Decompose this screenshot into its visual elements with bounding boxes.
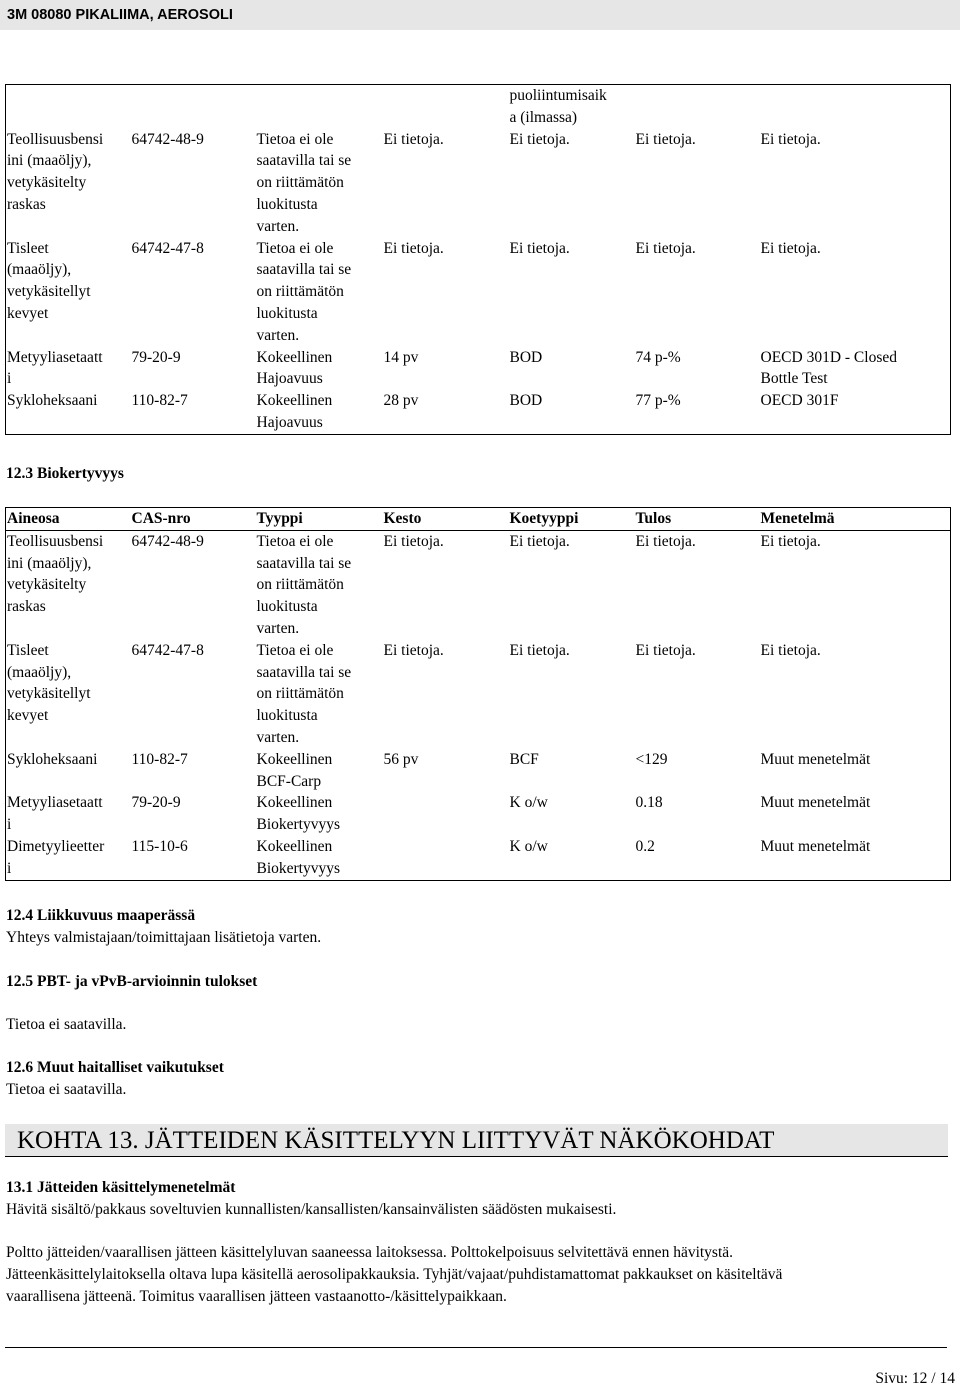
cell-line: Dimetyylieetter bbox=[7, 837, 105, 855]
section-12-5-text: Tietoa ei saatavilla. bbox=[6, 1016, 127, 1033]
duration bbox=[383, 792, 509, 836]
section-13-1-line-3: vaarallisena jätteenä. Toimitus vaarallisen jätteen vastaanotto-/käsittelypaikkaan. bbox=[6, 1288, 507, 1305]
cell-line: Sykloheksaani bbox=[7, 750, 98, 768]
cell-line: Tietoa ei ole bbox=[256, 130, 334, 148]
table-row bbox=[6, 390, 951, 434]
table-row bbox=[6, 347, 951, 391]
cell-line: luokitusta bbox=[256, 304, 318, 322]
cell-line: i bbox=[7, 859, 12, 877]
cell-line: Bottle Test bbox=[760, 370, 828, 388]
substance-name bbox=[6, 347, 131, 391]
cell-line: puoliintumisaik bbox=[509, 87, 607, 104]
cell-line: Tietoa ei ole bbox=[256, 239, 334, 257]
substance-name bbox=[6, 792, 131, 836]
test-kind: Ei tietoja. bbox=[509, 239, 570, 257]
test-kind: BOD bbox=[509, 392, 543, 410]
duration: Ei tietoja. bbox=[383, 130, 444, 148]
test-type bbox=[256, 640, 383, 749]
method bbox=[760, 390, 951, 434]
cell-line: on riittämätön bbox=[256, 576, 344, 594]
table-row bbox=[6, 792, 951, 836]
method: Muut menetelmät bbox=[760, 750, 871, 768]
column-header: Menetelmä bbox=[760, 508, 951, 531]
column-header: Koetyyppi bbox=[509, 508, 635, 531]
result: 74 p-% bbox=[635, 348, 681, 366]
cas-number: 79-20-9 bbox=[131, 794, 181, 812]
cell-line: Tisleet bbox=[7, 239, 49, 257]
test-kind: BCF bbox=[509, 750, 539, 768]
duration: Ei tietoja. bbox=[383, 641, 444, 659]
section-12-6-heading: 12.6 Muut haitalliset vaikutukset bbox=[6, 1059, 224, 1076]
duration: Ei tietoja. bbox=[383, 239, 444, 257]
cell-line: Sykloheksaani bbox=[7, 392, 98, 410]
column-header: CAS-nro bbox=[131, 508, 256, 531]
method: Ei tietoja. bbox=[760, 641, 821, 659]
section-12-6-text: Tietoa ei saatavilla. bbox=[6, 1081, 127, 1098]
duration: Ei tietoja. bbox=[383, 532, 444, 550]
test-kind: Ei tietoja. bbox=[509, 641, 570, 659]
cas-number: 110-82-7 bbox=[131, 750, 188, 768]
cell-line: Kokeellinen bbox=[256, 392, 333, 410]
section-12-3-heading: 12.3 Biokertyvyys bbox=[6, 465, 124, 482]
test-type bbox=[256, 347, 383, 391]
table-row bbox=[6, 129, 951, 238]
substance-name bbox=[6, 390, 131, 434]
cell-line: saatavilla tai se bbox=[256, 152, 352, 170]
column-header: Aineosa bbox=[6, 508, 131, 531]
cell-line: saatavilla tai se bbox=[256, 261, 352, 279]
result: <129 bbox=[635, 750, 668, 768]
method bbox=[760, 129, 951, 238]
bioaccumulation-table bbox=[5, 507, 951, 881]
result: Ei tietoja. bbox=[635, 641, 696, 659]
section-13-1-line-2: Jätteenkäsittelylaitoksella oltava lupa käsitellä aerosolipakkauksia. Tyhjät/vajaat/puhdistamattomat pakkaukset on käsiteltävä bbox=[6, 1266, 783, 1283]
result: Ei tietoja. bbox=[635, 532, 696, 550]
table-header-row bbox=[6, 508, 951, 531]
substance-name bbox=[6, 640, 131, 749]
test-kind: Ei tietoja. bbox=[509, 130, 570, 148]
cas-number: 110-82-7 bbox=[131, 392, 188, 410]
section-13-title: KOHTA 13. JÄTTEIDEN KÄSITTELYYN LIITTYVÄT NÄKÖKOHDAT bbox=[17, 1127, 775, 1154]
cell-line: on riittämätön bbox=[256, 685, 344, 703]
test-type bbox=[256, 390, 383, 434]
method: Muut menetelmät bbox=[760, 837, 871, 855]
cas-number: 64742-48-9 bbox=[131, 532, 204, 550]
column-header: Tyyppi bbox=[256, 508, 383, 531]
method bbox=[760, 238, 951, 347]
cas-number: 79-20-9 bbox=[131, 348, 181, 366]
cell-line: on riittämätön bbox=[256, 283, 344, 301]
cell-line: kevyet bbox=[7, 304, 49, 322]
substance-name bbox=[6, 238, 131, 347]
cell-line: varten. bbox=[256, 217, 300, 235]
result: Ei tietoja. bbox=[635, 130, 696, 148]
substance-name bbox=[6, 749, 131, 793]
cell-line: Biokertyvyys bbox=[256, 816, 341, 834]
duration: 14 pv bbox=[383, 348, 419, 366]
table-row bbox=[6, 238, 951, 347]
cell-line: luokitusta bbox=[256, 707, 318, 725]
empty-cell bbox=[6, 85, 131, 129]
test-kind: K o/w bbox=[509, 794, 548, 812]
cell-line: vetykäsitelty bbox=[7, 576, 87, 594]
cell-line: Kokeellinen bbox=[256, 837, 333, 855]
empty-cell bbox=[760, 85, 951, 129]
cell-line: vetykäsitellyt bbox=[7, 685, 91, 703]
cell-line: Tietoa ei ole bbox=[256, 532, 334, 550]
cell-line: luokitusta bbox=[256, 598, 318, 616]
degradation-table bbox=[5, 84, 951, 435]
table-row bbox=[6, 749, 951, 793]
cell-line: Hajoavuus bbox=[256, 370, 323, 388]
document-title: 3M 08080 PIKALIIMA, AEROSOLI bbox=[7, 7, 233, 23]
method: Ei tietoja. bbox=[760, 532, 821, 550]
table-row bbox=[6, 640, 951, 749]
duration: 28 pv bbox=[383, 392, 419, 410]
method: Muut menetelmät bbox=[760, 794, 871, 812]
substance-name bbox=[6, 129, 131, 238]
cell-line: OECD 301D - Closed bbox=[760, 348, 897, 366]
cell-line: Kokeellinen bbox=[256, 794, 333, 812]
result: 77 p-% bbox=[635, 392, 681, 410]
test-type bbox=[256, 530, 383, 639]
cell-line: Tisleet bbox=[7, 641, 49, 659]
empty-cell bbox=[635, 85, 760, 129]
cell-line: varten. bbox=[256, 728, 300, 746]
cell-line: ini (maaöljy), bbox=[7, 554, 92, 572]
column-header: Kesto bbox=[383, 508, 509, 531]
cell-line: Teollisuusbensi bbox=[7, 130, 104, 148]
cas-number: 64742-48-9 bbox=[131, 130, 204, 148]
section-12-4-heading: 12.4 Liikkuvuus maaperässä bbox=[6, 907, 196, 924]
column-header: Tulos bbox=[635, 508, 760, 531]
empty-cell bbox=[256, 85, 383, 129]
empty-cell bbox=[383, 85, 509, 129]
cell-line: kevyet bbox=[7, 707, 49, 725]
cas-number: 115-10-6 bbox=[131, 837, 188, 855]
cell-line: i bbox=[7, 370, 12, 388]
test-type bbox=[256, 749, 383, 793]
footer-rule bbox=[5, 1347, 947, 1348]
cell-line: Ei tietoja. bbox=[760, 239, 821, 257]
table-row bbox=[6, 85, 951, 129]
test-kind: K o/w bbox=[509, 837, 548, 855]
cell-line: BCF-Carp bbox=[256, 772, 322, 790]
substance-name bbox=[6, 836, 131, 880]
cell-line: (maaöljy), bbox=[7, 663, 72, 681]
cell-line: varten. bbox=[256, 326, 300, 344]
cell-line: Teollisuusbensi bbox=[7, 532, 104, 550]
cell-line: raskas bbox=[7, 195, 46, 213]
cell-line: ini (maaöljy), bbox=[7, 152, 92, 170]
section-13-1-line-1: Poltto jätteiden/vaarallisen jätteen käsittelyluvan saaneessa laitoksessa. Polttokelpoisuus selvitettävä ennen hävitystä. bbox=[6, 1244, 734, 1261]
result: 0.2 bbox=[635, 837, 655, 855]
section-12-4-text: Yhteys valmistajaan/toimittajaan lisätietoja varten. bbox=[6, 929, 322, 946]
empty-cell bbox=[131, 85, 256, 129]
cell-line: OECD 301F bbox=[760, 392, 839, 410]
cas-number: 64742-47-8 bbox=[131, 641, 204, 659]
table-row bbox=[6, 836, 951, 880]
section-13-1-heading: 13.1 Jätteiden käsittelymenetelmät bbox=[6, 1179, 236, 1196]
method bbox=[760, 347, 951, 391]
test-type bbox=[256, 238, 383, 347]
substance-name bbox=[6, 530, 131, 639]
section-12-5-heading: 12.5 PBT- ja vPvB-arvioinnin tulokset bbox=[6, 973, 258, 990]
result: 0.18 bbox=[635, 794, 663, 812]
cell-line: vetykäsitellyt bbox=[7, 283, 91, 301]
cell-line: Biokertyvyys bbox=[256, 859, 341, 877]
table-row bbox=[6, 530, 951, 639]
cell-line: vetykäsitelty bbox=[7, 174, 87, 192]
duration bbox=[383, 836, 509, 880]
cell-line: (maaöljy), bbox=[7, 261, 72, 279]
cell-line: Hajoavuus bbox=[256, 413, 323, 431]
test-kind: BOD bbox=[509, 348, 543, 366]
test-kind: Ei tietoja. bbox=[509, 532, 570, 550]
cell-line: Metyyliasetaatt bbox=[7, 794, 103, 812]
test-type bbox=[256, 129, 383, 238]
cell-line: i bbox=[7, 816, 12, 834]
cell-line: saatavilla tai se bbox=[256, 554, 352, 572]
cell-line: on riittämätön bbox=[256, 174, 344, 192]
cell-line: luokitusta bbox=[256, 195, 318, 213]
cell-line: varten. bbox=[256, 619, 300, 637]
cell-line: raskas bbox=[7, 598, 46, 616]
cell-line: saatavilla tai se bbox=[256, 663, 352, 681]
cell-line: Kokeellinen bbox=[256, 348, 333, 366]
section-13-1-text: Hävitä sisältö/pakkaus soveltuvien kunnallisten/kansallisten/kansainvälisten säädösten mukaisesti. bbox=[6, 1201, 617, 1218]
result: Ei tietoja. bbox=[635, 239, 696, 257]
duration: 56 pv bbox=[383, 750, 419, 768]
test-type bbox=[256, 836, 383, 880]
cell-line: a (ilmassa) bbox=[509, 108, 578, 126]
cell-line: Ei tietoja. bbox=[760, 130, 821, 148]
page-number: Sivu: 12 / 14 bbox=[875, 1370, 955, 1387]
test-type bbox=[256, 792, 383, 836]
cas-number: 64742-47-8 bbox=[131, 239, 204, 257]
cell-line: Metyyliasetaatt bbox=[7, 348, 103, 366]
header-continuation bbox=[509, 85, 635, 129]
cell-line: Tietoa ei ole bbox=[256, 641, 334, 659]
cell-line: Kokeellinen bbox=[256, 750, 333, 768]
